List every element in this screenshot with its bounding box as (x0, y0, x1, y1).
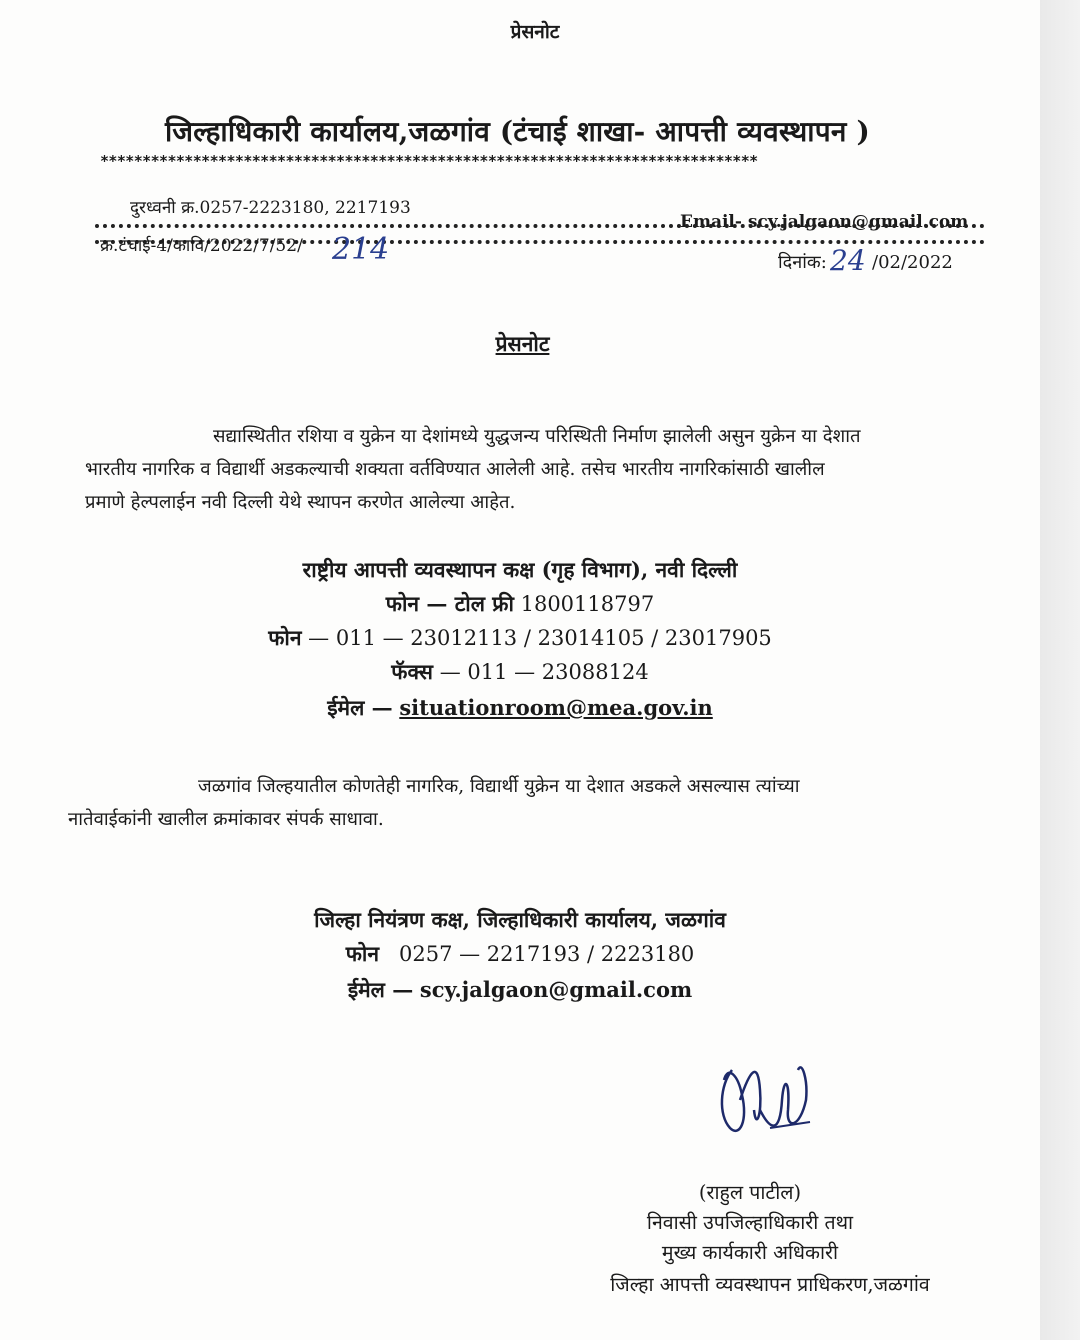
page-edge-shadow (1040, 0, 1080, 1340)
signatory-designation-2: मुख्य कार्यकारी अधिकारी (661, 1241, 839, 1264)
reference-number: क्र.टंचाई-4/कावि/2022/7/52/ (100, 236, 303, 256)
date-value: /02/2022 (872, 252, 953, 273)
top-title: प्रेसनोट (510, 21, 560, 43)
phone-label: फोन (268, 625, 302, 650)
district-email (0, 976, 1040, 1004)
national-cell-name: राष्ट्रीय आपत्ती व्यवस्थापन कक्ष (गृह विभाग), नवी दिल्ली (302, 557, 738, 582)
national-fax (0, 658, 1040, 686)
reference-handwritten: 214 (332, 232, 390, 267)
email-label: ईमेल — (327, 695, 393, 720)
paragraph-line: प्रमाणे हेल्पलाईन नवी दिल्ली येथे स्थापन करणेत आलेल्या आहेत. (85, 492, 516, 513)
date-handwritten: 24 (830, 244, 866, 277)
office-phone: दुरध्वनी क्र.0257-2223180, 2217193 (130, 198, 411, 218)
district-phone-label: फोन (345, 941, 379, 966)
office-email: Email- scy.jalgaon@gmail.com (680, 212, 969, 232)
district-email-label: ईमेल — (347, 977, 414, 1002)
press-note-heading: प्रेसनोट (495, 331, 550, 356)
district-cell-name: जिल्हा नियंत्रण कक्ष, जिल्हाधिकारी कार्यालय, जळगांव (314, 907, 726, 932)
dotted-divider-1 (95, 224, 985, 228)
paragraph-line: जळगांव जिल्हयातील कोणतेही नागरिक, विद्यार्थी युक्रेन या देशात अडकले असल्यास त्यांच्या (198, 776, 800, 797)
fax-label: फॅक्स (391, 659, 434, 684)
handwritten-signature (710, 1040, 830, 1150)
national-tollfree (0, 590, 1040, 618)
district-phone-numbers: 0257 — 2217193 / 2223180 (399, 942, 695, 966)
signatory-designation-1: निवासी उपजिल्हाधिकारी तथा (646, 1211, 854, 1234)
paragraph-line: नातेवाईकांनी खालील क्रमांकावर संपर्क साधावा. (68, 809, 384, 830)
national-phone (0, 624, 1040, 652)
tollfree-label: फोन — टोल फ्री (385, 591, 514, 616)
fax-number: — 011 — 23088124 (439, 660, 649, 684)
signatory-name: (राहुल पाटील) (698, 1181, 802, 1204)
star-separator: ****************************************************************************** (100, 152, 758, 170)
signatory-designation-3: जिल्हा आपत्ती व्यवस्थापन प्राधिकरण,जळगांव (610, 1273, 930, 1296)
district-phone (0, 940, 1040, 968)
paragraph-situation (85, 420, 965, 519)
phone-numbers: — 011 — 23012113 / 23014105 / 23017905 (308, 626, 772, 650)
national-email (0, 694, 1040, 722)
office-name: जिल्हाधिकारी कार्यालय,जळगांव (टंचाई शाखा- आपत्ती व्यवस्थापन ) (165, 115, 870, 148)
national-email-link[interactable]: situationroom@mea.gov.in (399, 695, 713, 720)
date-label: दिनांक: (778, 252, 827, 273)
paragraph-line: भारतीय नागरिक व विद्यार्थी अडकल्याची शक्यता वर्तविण्यात आलेली आहे. तसेच भारतीय नागरिकांसाठी खालील (85, 459, 825, 480)
district-email-link[interactable]: scy.jalgaon@gmail.com (419, 977, 693, 1002)
paragraph-line: सद्यास्थितीत रशिया व युक्रेन या देशांमध्ये युद्धजन्य परिस्थिती निर्माण झालेली असुन युक्रेन या देशात (213, 426, 861, 447)
paragraph-contact-instructions (68, 770, 958, 836)
tollfree-number: 1800118797 (520, 592, 655, 616)
